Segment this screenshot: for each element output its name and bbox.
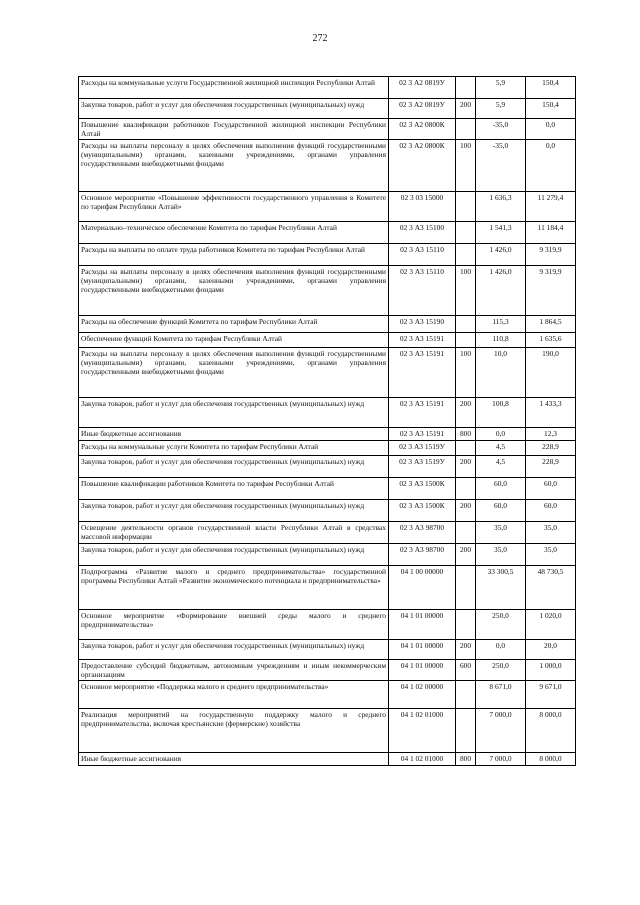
table-row [79,192,576,222]
table-row [79,244,576,266]
row-value2-cell: 150,4 [526,77,576,99]
row-code-cell: 02 3 А2 0800К [389,140,456,192]
row-value2-cell: 8 000,0 [526,709,576,753]
row-code-cell: 02 3 А3 15110 [389,244,456,266]
row-vr-cell [456,566,476,610]
row-value1-cell: 5,9 [476,77,526,99]
row-name-cell: Подпрограмма «Развитие малого и среднего предпринимательства» государственной программы Республики Алтай «Развитие экономического потенциала и предпринимательства» [79,566,389,610]
row-name-cell: Иные бюджетные ассигнования [79,753,389,766]
row-name-cell: Предоставление субсидий бюджетным, автономным учреждениям и иным некоммерческим организациям [79,660,389,681]
row-code-cell: 02 3 А2 0819У [389,99,456,119]
row-value2-cell: 20,0 [526,640,576,660]
row-name-cell: Основное мероприятие «Поддержка малого и среднего предпринимательства» [79,681,389,709]
row-value1-cell: 100,8 [476,398,526,428]
row-vr-cell: 600 [456,660,476,681]
table-row [79,456,576,478]
row-vr-cell: 800 [456,428,476,441]
row-vr-cell [456,522,476,544]
row-value2-cell: 11 184,4 [526,222,576,244]
row-value2-cell: 190,0 [526,348,576,398]
row-code-cell: 04 1 01 00000 [389,640,456,660]
row-name-cell: Материально–техническое обеспечение Комитета по тарифам Республики Алтай [79,222,389,244]
table-row [79,428,576,441]
row-value1-cell: 60,0 [476,478,526,500]
table-row [79,544,576,566]
row-name-cell: Закупка товаров, работ и услуг для обеспечения государственных (муниципальных) нужд [79,640,389,660]
row-name-cell: Расходы на выплаты персоналу в целях обеспечения выполнения функций государственными (муниципальными) органами, казенными учреждениями, органами управления государственными внебюджетными фондами [79,266,389,316]
table-row [79,640,576,660]
row-code-cell: 02 3 А3 98700 [389,544,456,566]
row-value1-cell: 33 300,5 [476,566,526,610]
table-row [79,441,576,456]
row-value1-cell: 7 000,0 [476,709,526,753]
row-name-cell: Основное мероприятие «Формирование внешней среды малого и среднего предпринимательства» [79,610,389,640]
row-value1-cell: 8 671,0 [476,681,526,709]
row-name-cell: Повышение квалификации работников Комитета по тарифам Республики Алтай [79,478,389,500]
row-value1-cell: 110,8 [476,333,526,348]
row-value1-cell: 10,0 [476,348,526,398]
row-value1-cell: 250,0 [476,610,526,640]
row-vr-cell: 100 [456,266,476,316]
row-value2-cell: 228,9 [526,441,576,456]
table-row [79,660,576,681]
row-vr-cell [456,478,476,500]
row-code-cell: 02 3 А3 98700 [389,522,456,544]
row-value2-cell: 12,3 [526,428,576,441]
table-row [79,681,576,709]
row-vr-cell: 100 [456,140,476,192]
table-row [79,266,576,316]
row-vr-cell: 200 [456,544,476,566]
table-row [79,99,576,119]
row-code-cell: 02 3 А3 15191 [389,428,456,441]
row-name-cell: Закупка товаров, работ и услуг для обеспечения государственных (муниципальных) нужд [79,500,389,522]
row-name-cell: Расходы на коммунальные услуги Комитета по тарифам Республики Алтай [79,441,389,456]
row-value2-cell: 1 020,0 [526,610,576,640]
row-vr-cell [456,441,476,456]
row-name-cell: Реализация мероприятий на государственную поддержку малого и среднего предпринимательства, включая крестьянские (фермерские) хозяйства [79,709,389,753]
row-name-cell: Закупка товаров, работ и услуг для обеспечения государственных (муниципальных) нужд [79,398,389,428]
row-code-cell: 02 3 А3 15191 [389,348,456,398]
row-value2-cell: 9 319,9 [526,266,576,316]
row-vr-cell [456,316,476,333]
row-name-cell: Основное мероприятие «Повышение эффективности государственного управления в Комитете по тарифам Республики Алтай» [79,192,389,222]
row-value1-cell: 35,0 [476,544,526,566]
row-vr-cell [456,77,476,99]
table-row [79,478,576,500]
row-code-cell: 02 3 А3 1500К [389,500,456,522]
row-value2-cell: 60,0 [526,500,576,522]
row-value2-cell: 9 671,0 [526,681,576,709]
row-vr-cell: 100 [456,348,476,398]
row-value2-cell: 150,4 [526,99,576,119]
row-code-cell: 02 3 А3 15191 [389,398,456,428]
row-value1-cell: -35,0 [476,140,526,192]
table-row [79,222,576,244]
row-name-cell: Расходы на выплаты персоналу в целях обеспечения выполнения функций государственными (муниципальными) органами, казенными учреждениями, органами управления государственными внебюджетными фондами [79,348,389,398]
row-code-cell: 04 1 01 00000 [389,660,456,681]
row-value2-cell: 8 000,0 [526,753,576,766]
row-vr-cell: 200 [456,640,476,660]
row-vr-cell [456,192,476,222]
row-name-cell: Иные бюджетные ассигнования [79,428,389,441]
row-vr-cell: 200 [456,99,476,119]
row-code-cell: 02 3 03 15000 [389,192,456,222]
row-value2-cell: 35,0 [526,544,576,566]
row-vr-cell: 200 [456,500,476,522]
row-name-cell: Закупка товаров, работ и услуг для обеспечения государственных (муниципальных) нужд [79,544,389,566]
row-value1-cell: -35,0 [476,119,526,140]
row-value1-cell: 1 541,3 [476,222,526,244]
row-value2-cell: 9 319,9 [526,244,576,266]
page-number: 272 [312,33,328,44]
row-value2-cell: 35,0 [526,522,576,544]
row-name-cell: Закупка товаров, работ и услуг для обеспечения государственных (муниципальных) нужд [79,99,389,119]
row-value2-cell: 11 279,4 [526,192,576,222]
row-value2-cell: 1 635,6 [526,333,576,348]
row-code-cell: 02 3 А3 15190 [389,316,456,333]
row-code-cell: 04 1 01 00000 [389,610,456,640]
row-code-cell: 02 3 А3 1519У [389,441,456,456]
row-value1-cell: 0,0 [476,428,526,441]
row-value1-cell: 4,5 [476,456,526,478]
row-code-cell: 02 3 А3 1519У [389,456,456,478]
table-row [79,522,576,544]
row-vr-cell [456,333,476,348]
row-value1-cell: 4,5 [476,441,526,456]
row-code-cell: 04 1 02 01000 [389,709,456,753]
row-value1-cell: 7 000,0 [476,753,526,766]
table-row [79,119,576,140]
row-value2-cell: 0,0 [526,119,576,140]
row-code-cell: 02 3 А3 15100 [389,222,456,244]
row-vr-cell [456,244,476,266]
row-vr-cell: 200 [456,398,476,428]
row-value1-cell: 1 636,3 [476,192,526,222]
row-code-cell: 02 3 А2 0800К [389,119,456,140]
row-code-cell: 02 3 А2 0819У [389,77,456,99]
row-value1-cell: 250,0 [476,660,526,681]
row-value1-cell: 1 426,0 [476,266,526,316]
row-code-cell: 04 1 02 00000 [389,681,456,709]
row-value1-cell: 35,0 [476,522,526,544]
row-vr-cell [456,119,476,140]
table-row [79,316,576,333]
row-name-cell: Расходы на коммунальные услуги Государственной жилищной инспекции Республики Алтай [79,77,389,99]
row-code-cell: 04 1 02 01000 [389,753,456,766]
table-row [79,610,576,640]
row-name-cell: Освещение деятельности органов государственной власти Республики Алтай в средствах массовой информации [79,522,389,544]
row-value2-cell: 228,9 [526,456,576,478]
row-code-cell: 04 1 00 00000 [389,566,456,610]
row-value2-cell: 1 433,3 [526,398,576,428]
table-row [79,500,576,522]
row-name-cell: Расходы на выплаты персоналу в целях обеспечения выполнения функций государственными (муниципальными) органами, казенными учреждениями, органами управления государственными внебюджетными фондами [79,140,389,192]
row-vr-cell [456,222,476,244]
row-value1-cell: 1 426,0 [476,244,526,266]
table-row [79,709,576,753]
row-value2-cell: 48 730,5 [526,566,576,610]
budget-table [78,76,576,766]
row-value1-cell: 5,9 [476,99,526,119]
table-row [79,398,576,428]
row-vr-cell [456,681,476,709]
row-code-cell: 02 3 А3 15191 [389,333,456,348]
row-name-cell: Обеспечение функций Комитета по тарифам Республики Алтай [79,333,389,348]
row-value2-cell: 1 000,0 [526,660,576,681]
row-value2-cell: 60,0 [526,478,576,500]
row-value1-cell: 115,3 [476,316,526,333]
row-name-cell: Расходы на обеспечение функций Комитета по тарифам Республики Алтай [79,316,389,333]
row-value1-cell: 0,0 [476,640,526,660]
row-name-cell: Закупка товаров, работ и услуг для обеспечения государственных (муниципальных) нужд [79,456,389,478]
table-row [79,77,576,99]
row-value2-cell: 1 864,5 [526,316,576,333]
table-row [79,566,576,610]
row-value1-cell: 60,0 [476,500,526,522]
row-vr-cell: 800 [456,753,476,766]
row-code-cell: 02 3 А3 1500К [389,478,456,500]
table-row [79,333,576,348]
row-value2-cell: 0,0 [526,140,576,192]
row-vr-cell: 200 [456,456,476,478]
table-row [79,348,576,398]
row-vr-cell [456,709,476,753]
budget-table-body [79,77,576,766]
table-row [79,140,576,192]
table-row [79,753,576,766]
row-name-cell: Повышение квалификации работников Государственной жилищной инспекции Республики Алтай [79,119,389,140]
row-name-cell: Расходы на выплаты по оплате труда работников Комитета по тарифам Республики Алтай [79,244,389,266]
row-code-cell: 02 3 А3 15110 [389,266,456,316]
row-vr-cell [456,610,476,640]
